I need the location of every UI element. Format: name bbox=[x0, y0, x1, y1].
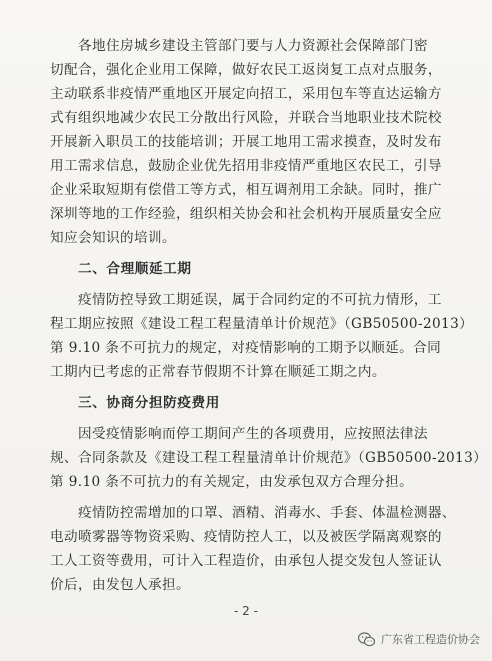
text-line: 用工需求信息，鼓励企业优先招用非疫情严重地区农民工，引导 bbox=[50, 158, 442, 174]
text-line: 电动喷雾器等物资采购、疫情防控人工，以及被医学隔离观察的 bbox=[50, 529, 442, 545]
text-line: 程工期应按照《建设工程工程量清单计价规范》（GB50500-2013） bbox=[50, 316, 474, 332]
text-line: 主动联系非疫情严重地区开展定向招工，采用包车等直达运输方 bbox=[50, 86, 442, 102]
text-line: 深圳等地的工作经验，组织相关协会和社会机构开展质量安全应 bbox=[50, 206, 442, 222]
paragraph-4 bbox=[50, 501, 455, 597]
watermark-text: 广东省工程造价协会 bbox=[381, 633, 480, 646]
wechat-icon bbox=[358, 632, 375, 647]
text-line: 式有组织地减少农民工分散出行风险，并联合当地职业技术院校 bbox=[50, 110, 442, 126]
document-body bbox=[50, 34, 488, 597]
paragraph-1 bbox=[50, 34, 455, 250]
text-line: 疫情防控导致工期延误，属于合同约定的不可抗力情形，工 bbox=[78, 292, 442, 308]
text-line: 开展新入职员工的技能培训；开展工地用工需求摸查，及时发布 bbox=[50, 134, 442, 150]
page-number: - 2 - bbox=[234, 604, 258, 618]
text-line: 工人工资等费用，可计入工程造价，由承包人提交发包人签证认 bbox=[50, 553, 442, 569]
paragraph-2 bbox=[50, 288, 474, 384]
paragraph-3 bbox=[50, 422, 488, 494]
text-line: 第 9.10 条不可抗力的有关规定，由发承包双方合理分担。 bbox=[50, 474, 414, 490]
text-line: 切配合，强化企业用工保障，做好农民工返岗复工点对点服务， bbox=[50, 62, 442, 78]
text-line: 工期内已考虑的正常春节假期不计算在顺延工期之内。 bbox=[50, 364, 386, 380]
text-line: 疫情防控需增加的口罩、酒精、消毒水、手套、体温检测器、 bbox=[78, 505, 456, 521]
text-line: 规、合同条款及《建设工程工程量清单计价规范》（GB50500-2013） bbox=[50, 450, 488, 466]
text-line: 知应会知识的培训。 bbox=[50, 230, 176, 246]
text-line: 各地住房城乡建设主管部门要与人力资源社会保障部门密 bbox=[78, 38, 428, 54]
text-line: 企业采取短期有偿借工等方式，相互调剂用工余缺。同时，推广 bbox=[50, 182, 442, 198]
text-line: 第 9.10 条不可抗力的规定，对疫情影响的工期予以顺延。合同 bbox=[50, 340, 442, 356]
section-heading-3: 三、协商分担防疫费用 bbox=[78, 395, 220, 411]
text-line: 价后，由发包人承担。 bbox=[50, 577, 190, 593]
text-line: 因受疫情影响而停工期间产生的各项费用，应按照法律法 bbox=[78, 426, 428, 442]
watermark bbox=[358, 631, 480, 647]
section-heading-2: 二、合理顺延工期 bbox=[78, 261, 192, 277]
